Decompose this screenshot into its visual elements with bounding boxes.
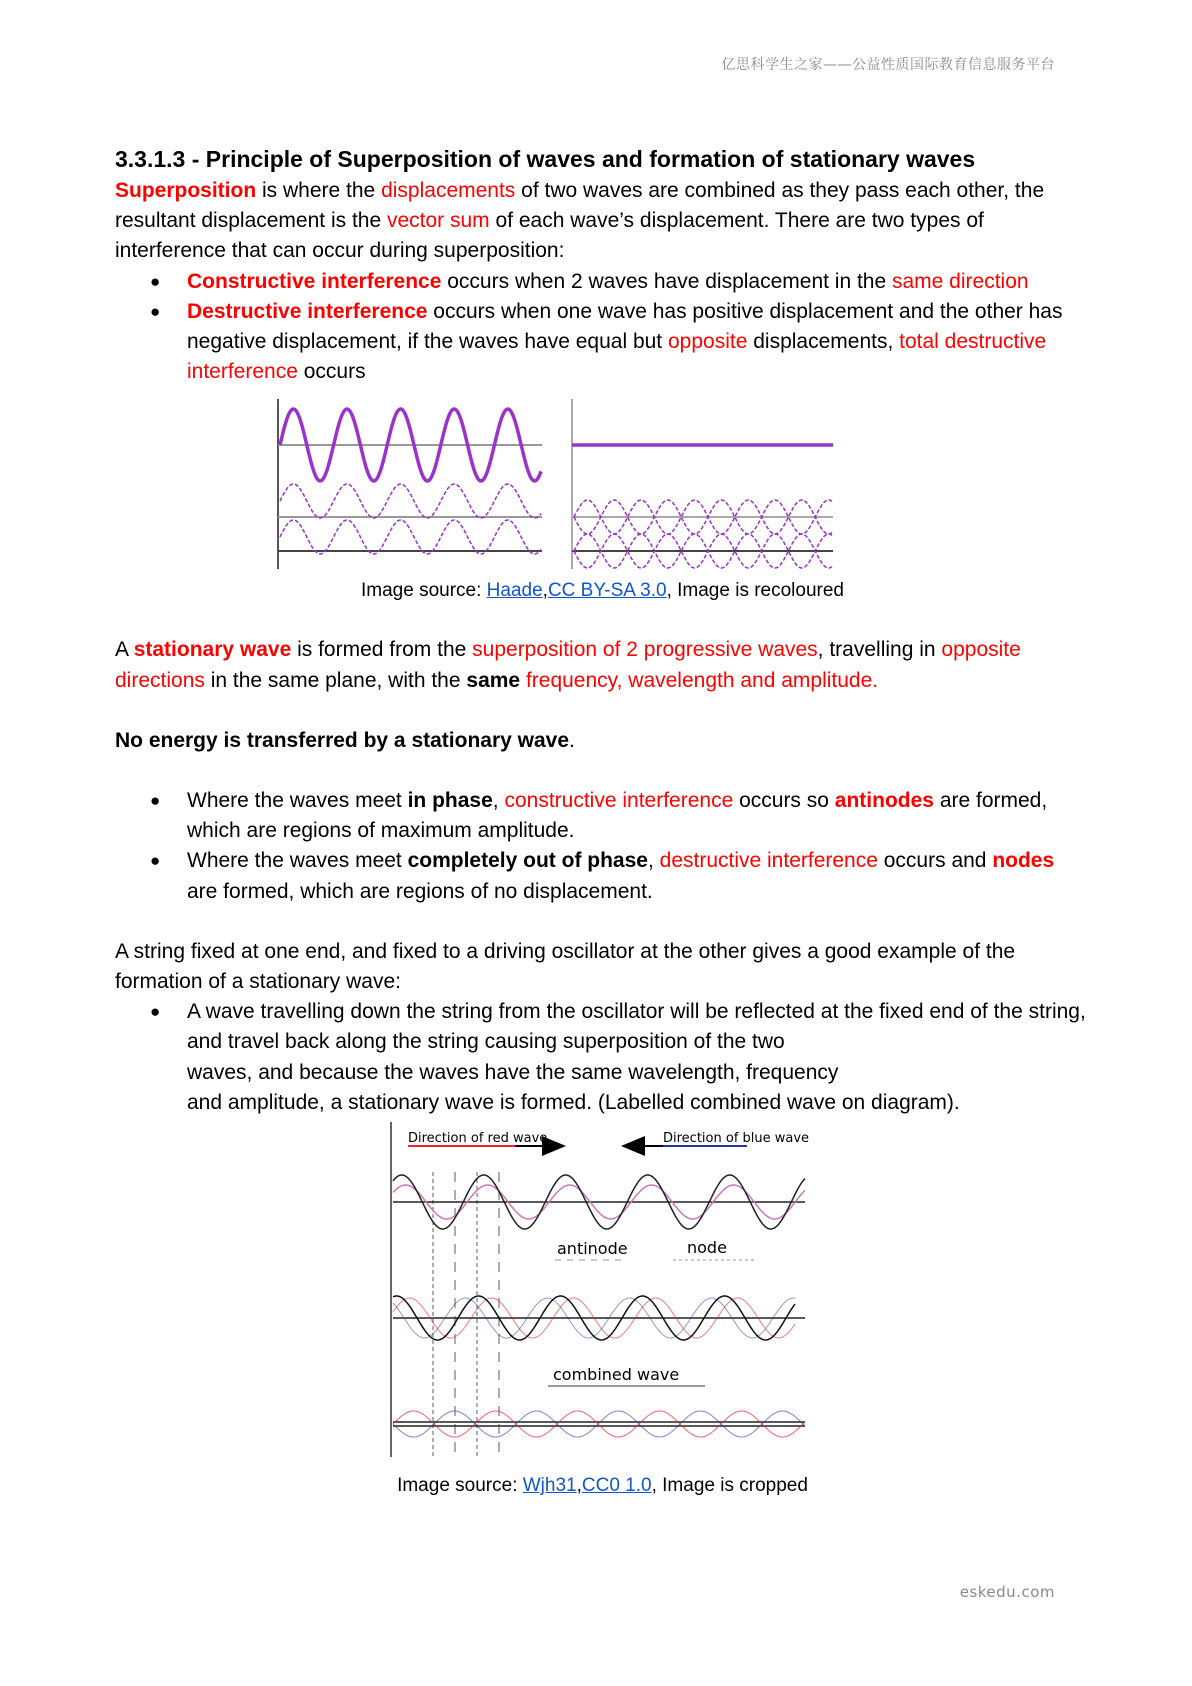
term-frequency-wavelength-amplitude: frequency, wavelength and amplitude.: [520, 668, 879, 692]
bullet: ●: [150, 851, 161, 871]
text: Image source:: [360, 580, 487, 602]
term-vector-sum: vector sum: [386, 209, 490, 233]
nodes-list: [115, 786, 1090, 907]
text: waves, and because the waves have the same wavelength, frequency: [187, 1060, 839, 1084]
string-list: [115, 997, 1090, 1118]
term-superposition-progressive: superposition of 2 progressive waves: [472, 638, 818, 662]
term-nodes: nodes: [992, 849, 1055, 873]
text: is formed from the: [291, 638, 473, 662]
intro-paragraph: [115, 176, 1090, 267]
list-item: [115, 786, 1090, 846]
text: occurs and: [877, 849, 993, 873]
text: , travelling in: [817, 638, 942, 662]
interference-list: [115, 267, 1090, 388]
text: ,: [492, 789, 505, 813]
term-antinodes: antinodes: [834, 789, 934, 813]
term-destructive: destructive interference: [659, 849, 878, 873]
text: occurs when 2 waves have displacement in the: [441, 269, 892, 293]
interference-figure: [115, 399, 1090, 577]
source-link-wjh31[interactable]: Wjh31: [522, 1475, 577, 1497]
text: occurs when one wave has positive displacement and the other has negative displacement, if the waves have equal but: [187, 299, 1063, 354]
text: in the same plane, with the: [204, 668, 467, 692]
label-node: node: [687, 1238, 727, 1258]
label-combined-wave: combined wave: [553, 1365, 680, 1385]
text: and amplitude, a stationary wave is formed. (Labelled combined wave on diagram).: [187, 1090, 960, 1114]
text: is where the: [256, 179, 382, 202]
component-wave: [280, 520, 541, 554]
text: No energy is transferred by a stationary wave: [115, 728, 570, 752]
stationary-wave-paragraph: [115, 635, 1090, 695]
label-antinode: antinode: [557, 1239, 628, 1259]
term-total-destructive: total destructive interference: [187, 330, 1047, 384]
term-in-phase: in phase: [407, 789, 493, 813]
term-stationary-wave: stationary wave: [133, 638, 292, 662]
text: ,: [647, 849, 660, 873]
term-displacements: displacements: [381, 179, 516, 202]
list-item: [115, 997, 1090, 1118]
document-body: [115, 142, 1090, 1500]
text: , Image is recoloured: [666, 580, 844, 602]
list-item: [115, 297, 1090, 388]
license-link-cc-by-sa[interactable]: CC BY-SA 3.0: [547, 580, 667, 602]
text: .: [569, 728, 575, 752]
stationary-wave-diagram: [115, 1122, 1090, 1472]
bullet: ●: [150, 1002, 161, 1022]
figure2-caption: [115, 1472, 1090, 1500]
term-destructive: Destructive interference: [187, 299, 428, 323]
term-opposite: opposite: [667, 330, 748, 354]
page-footer: eskedu.com: [959, 1583, 1055, 1601]
stationary-wave-figure: [115, 1122, 1090, 1472]
text: Where the waves meet: [187, 849, 408, 873]
list-item: [115, 846, 1090, 906]
term-same-direction: same direction: [892, 269, 1029, 293]
label-direction-blue: Direction of blue wave: [663, 1131, 810, 1147]
text: ,: [576, 1475, 582, 1497]
text: A wave travelling down the string from the oscillator will be reflected at the fixed end of the string, and travel back along the string causing superposition of the two: [187, 1000, 1086, 1054]
term-constructive: Constructive interference: [187, 269, 442, 293]
text: displacements,: [747, 330, 900, 354]
text: are formed, which are regions of no displacement.: [187, 879, 653, 903]
text: Image source:: [397, 1475, 523, 1497]
text: A: [115, 638, 134, 662]
term-out-of-phase: completely out of phase: [407, 849, 648, 873]
label-direction-red: Direction of red wave: [408, 1131, 548, 1147]
interference-diagram: [115, 399, 1090, 577]
energy-statement: [115, 726, 1090, 756]
term-constructive: constructive interference: [504, 789, 734, 813]
section-title: 3.3.1.3 - Principle of Superposition of waves and formation of stationary waves: [115, 146, 976, 172]
term-opposite-directions: opposite directions: [115, 638, 1021, 692]
component-wave: [280, 484, 541, 518]
text: of two waves are combined as they pass each other, the resultant displacement is the: [115, 179, 1045, 233]
text: are formed, which are regions of maximum amplitude.: [187, 789, 1048, 843]
text: ,: [542, 580, 548, 602]
source-link-haade[interactable]: Haade: [486, 580, 543, 602]
license-link-cc0[interactable]: CC0 1.0: [581, 1475, 652, 1497]
string-paragraph: A string fixed at one end, and fixed to a driving oscillator at the other gives a good example of the formation of a stationary wave:: [115, 939, 1016, 994]
bullet: ●: [150, 791, 161, 811]
bullet: ●: [150, 271, 161, 291]
figure1-caption: [115, 577, 1090, 605]
list-item: [115, 267, 1090, 297]
bullet: ●: [150, 301, 161, 321]
text: occurs: [297, 360, 366, 384]
term-superposition: Superposition: [115, 179, 257, 202]
text: occurs so: [733, 789, 835, 813]
text: , Image is cropped: [651, 1475, 808, 1497]
text: of each wave’s displacement. There are two types of interference that can occur during superposition:: [115, 209, 984, 263]
term-same: same: [466, 668, 521, 692]
page-header: 亿思科学生之家——公益性质国际教育信息服务平台: [721, 57, 1055, 73]
text: Where the waves meet: [187, 789, 408, 813]
